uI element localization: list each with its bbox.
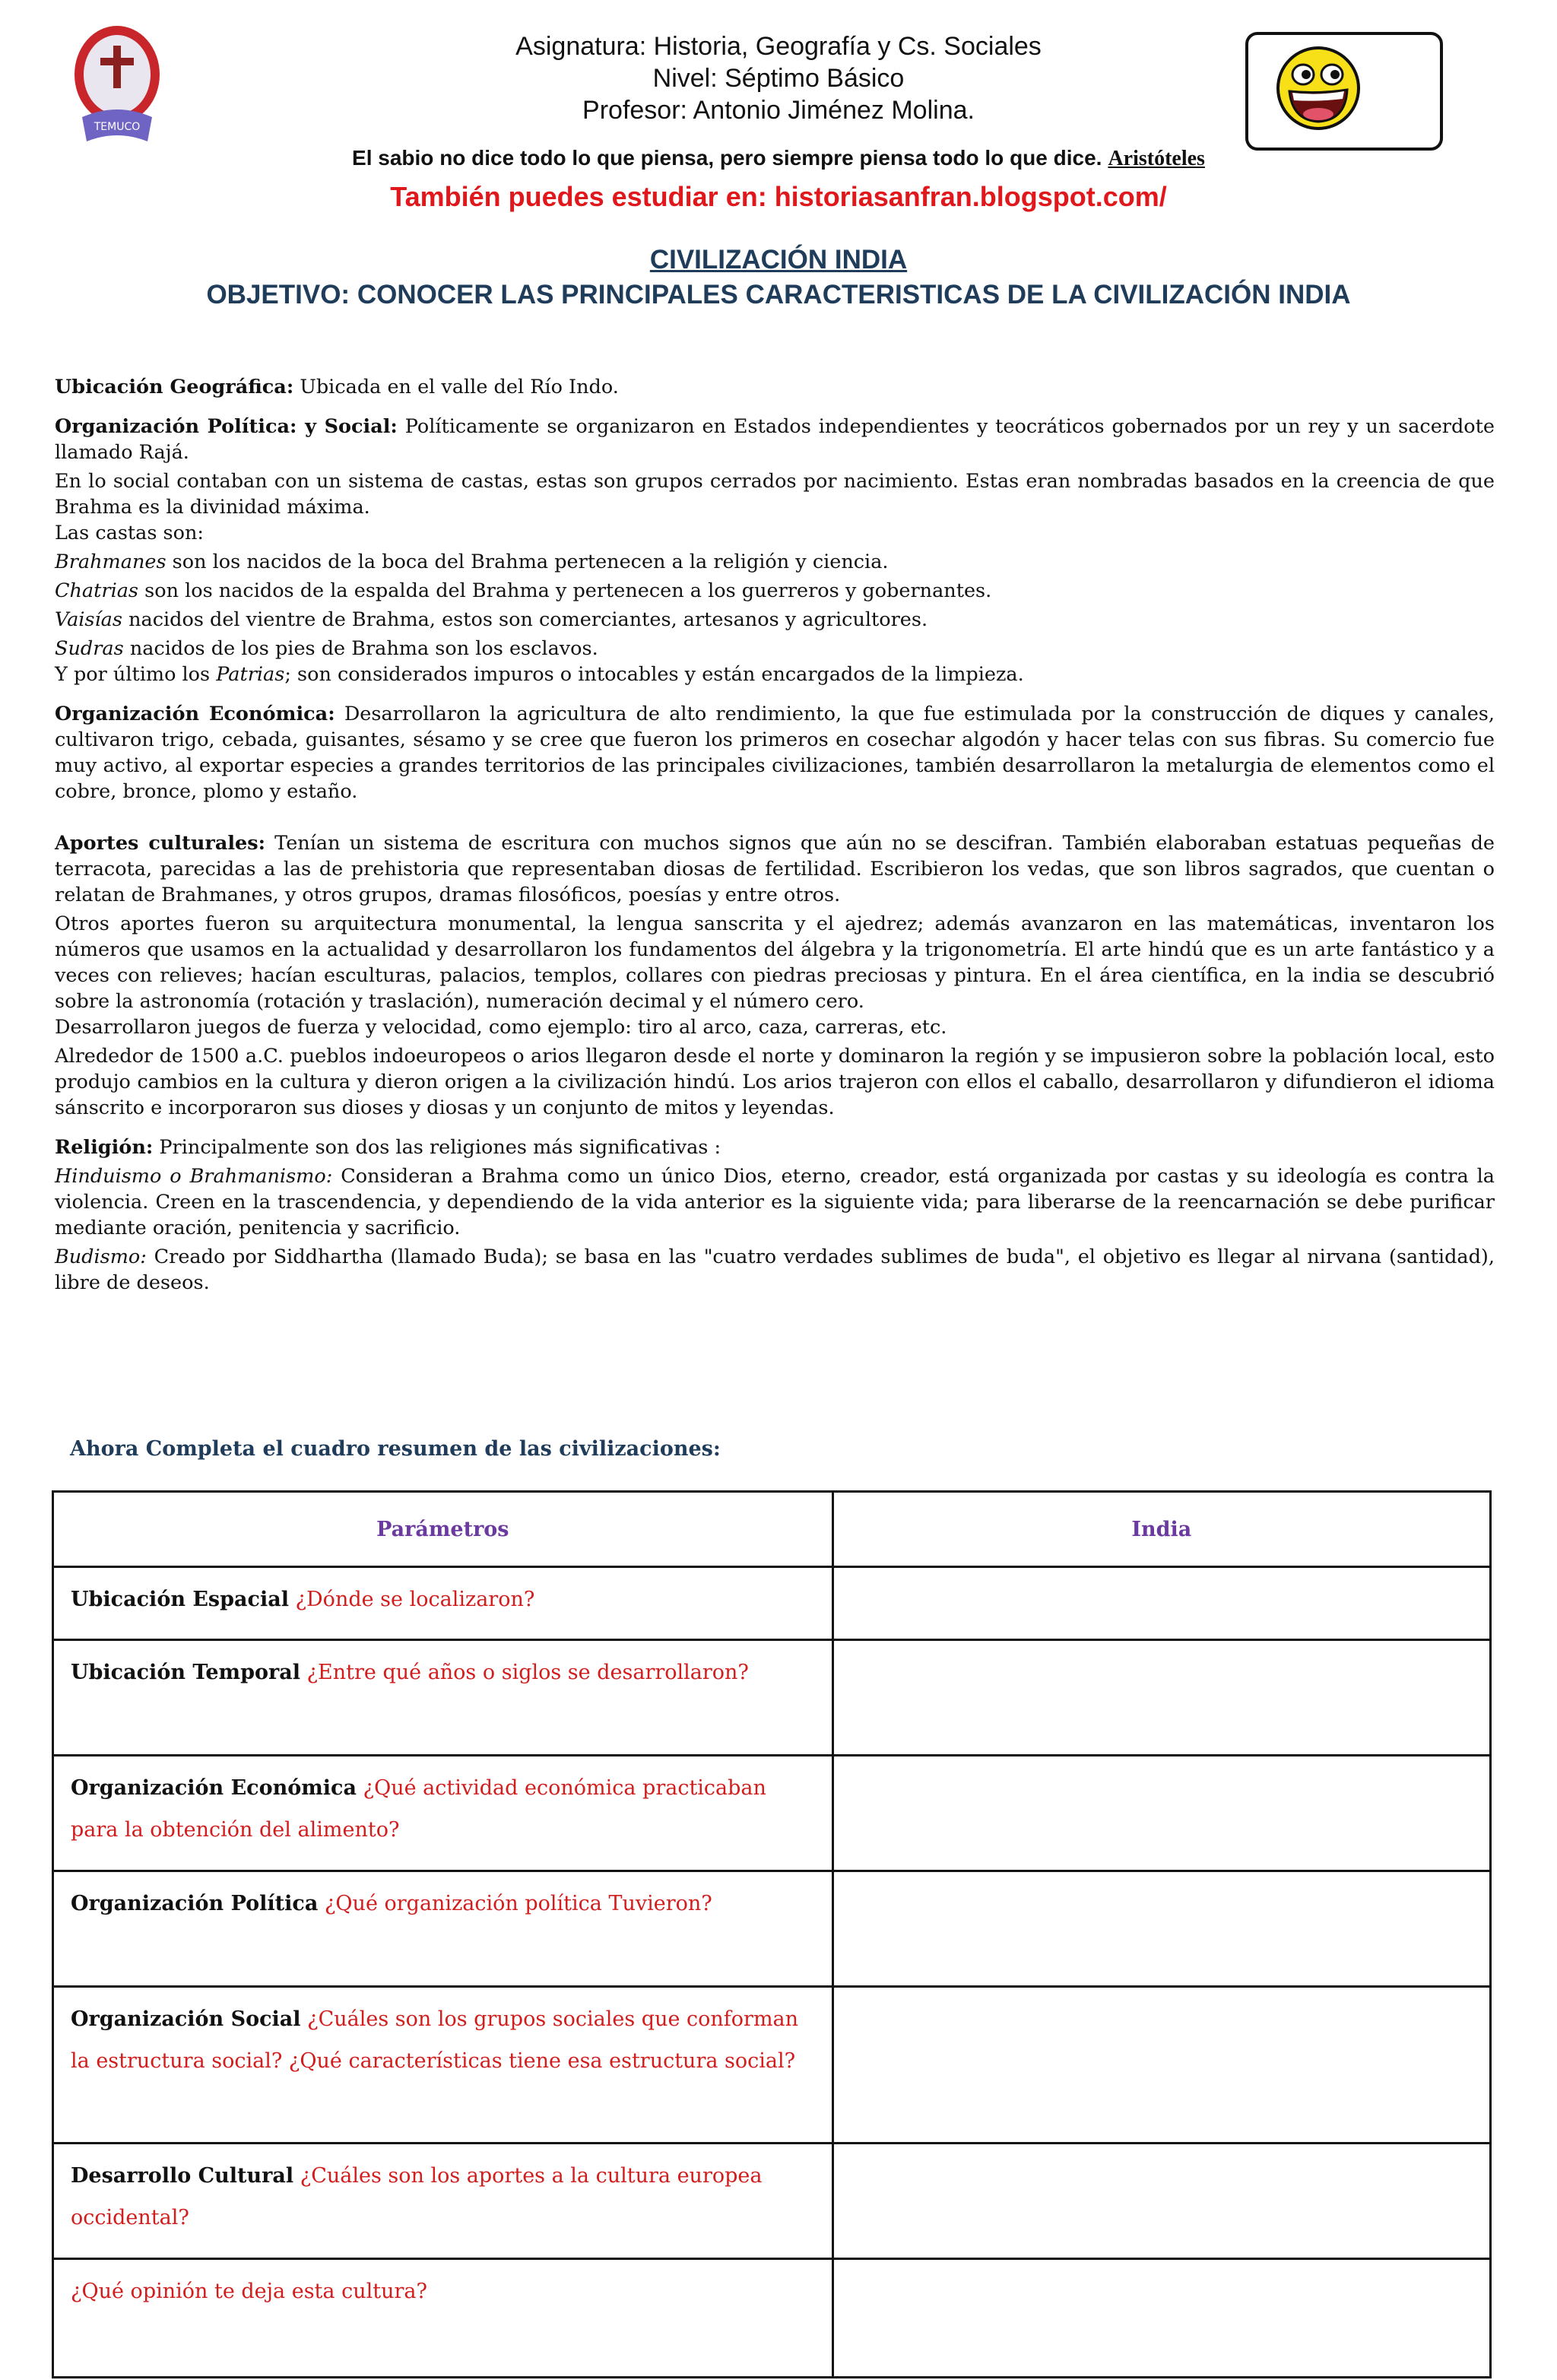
- also-study-link[interactable]: También puedes estudiar en: historiasanfran.blogspot.com/: [390, 181, 1167, 212]
- table-row: Desarrollo Cultural ¿Cuáles son los aportes a la cultura europea occidental?: [53, 2144, 1491, 2259]
- political-paragraph: Organización Política: y Social: Políticamente se organizaron en Estados independientes y teocráticos gobernados por un rey y un sacerdote llamado Rajá.: [55, 415, 1495, 464]
- answer-cell[interactable]: [832, 1871, 1490, 1987]
- page-title: CIVILIZACIÓN INDIA: [649, 245, 908, 274]
- caste-item: Y por último los Patrias; son considerados impuros o intocables y están encargados de la limpieza.: [55, 663, 1024, 686]
- table-row: Organización Económica ¿Qué actividad económica practicaban para la obtención del alimento?: [53, 1756, 1491, 1871]
- answer-cell[interactable]: [832, 2259, 1490, 2378]
- cultural-paragraph-3: Desarrollaron juegos de fuerza y velocidad, como ejemplo: tiro al arco, caza, carreras, etc.: [55, 1016, 947, 1039]
- cultural-paragraph: Aportes culturales: Tenían un sistema de escritura con muchos signos que aún no se descifran. También elaboraban estatuas pequeñas de terracota, parecidas a las de prehistoria que representaban diosas de fertilidad. Escribieron los vedas, que son libros sagrados, que cuentan o relatan de Brahmanes, y otros grupos, dramas filosóficos, poesías y entre otros.: [55, 832, 1495, 906]
- awesome-face-icon: [1276, 46, 1361, 131]
- cultural-paragraph-2: Otros aportes fueron su arquitectura monumental, la lengua sanscrita y el ajedrez; además avanzaron en las matemáticas, inventaron los números que usamos en la actualidad y desarrollaron los fundamentos del álgebra y la trigonometría. El arte hindú que es un arte fantástico y a veces con relieves; hacían esculturas, palacios, templos, collares con piedras preciosas y pintura. En el área científica, en la india se descubrió sobre la astronomía (rotación y traslación), numeración decimal y el número cero.: [55, 912, 1495, 1013]
- table-row: Ubicación Temporal ¿Entre qué años o siglos se desarrollaron?: [53, 1640, 1491, 1756]
- content-body: [55, 374, 1495, 1296]
- caste-item: Sudras nacidos de los pies de Brahma son los esclavos.: [55, 637, 598, 660]
- answer-cell[interactable]: [832, 1987, 1490, 2144]
- caste-item: Brahmanes son los nacidos de la boca del Brahma pertenecen a la religión y ciencia.: [55, 551, 889, 573]
- summary-table: [52, 1490, 1492, 2378]
- cultural-paragraph-4: Alrededor de 1500 a.C. pueblos indoeuropeos o arios llegaron desde el norte y dominaron la región y se impusieron sobre la población local, esto produjo cambios en la cultura y dieron origen a la civilización hindú. Los arios trajeron con ellos el caballo, desarrollaron y difundieron el idioma sánscrito e incorporaron sus dioses y diosas y un conjunto de mitos y leyendas.: [55, 1045, 1495, 1119]
- caste-item: Chatrias son los nacidos de la espalda del Brahma y pertenecen a los guerreros y gobernantes.: [55, 579, 992, 602]
- quote: [0, 146, 1557, 171]
- answer-cell[interactable]: [832, 2144, 1490, 2259]
- table-header-row: [53, 1492, 1491, 1567]
- castes-intro: Las castas son:: [55, 522, 204, 544]
- level: Nivel: Séptimo Básico: [652, 64, 905, 93]
- economic-paragraph: Organización Económica: Desarrollaron la agricultura de alto rendimiento, la que fue estimulada por la construcción de diques y canales, cultivaron trigo, cebada, guisantes, sésamo y se cree que fueron los primeros en cosechar algodón y hacer telas con sus fibras. Su comercio fue muy activo, al exportar especies a grandes territorios de las principales civilizaciones, también desarrollaron la metalurgia de elementos como el cobre, bronce, plomo y estaño.: [55, 703, 1495, 803]
- table-row: Organización Política ¿Qué organización política Tuvieron?: [53, 1871, 1491, 1987]
- social-paragraph: En lo social contaban con un sistema de castas, estas son grupos cerrados por nacimiento. Estas eran nombradas basados en la creencia de que Brahma es la divinidad máxima.: [55, 470, 1495, 519]
- objective: OBJETIVO: CONOCER LAS PRINCIPALES CARACTERISTICAS DE LA CIVILIZACIÓN INDIA: [206, 280, 1351, 309]
- geo-paragraph: Ubicación Geográfica: Ubicada en el valle del Río Indo.: [55, 376, 619, 398]
- quote-text: El sabio no dice todo lo que piensa, pero siempre piensa todo lo que dice.: [352, 146, 1102, 170]
- caste-item: Vaisías nacidos del vientre de Brahma, estos son comerciantes, artesanos y agricultores.: [55, 608, 928, 631]
- subject: Asignatura: Historia, Geografía y Cs. Sociales: [515, 32, 1042, 61]
- hinduism-paragraph: Hinduismo o Brahmanismo: Consideran a Brahma como un único Dios, eterno, creador, está organizada por castas y su ideología es contra la violencia. Creen en la trascendencia, y dependiendo de la vida anterior es la siguiente vida; para liberarse de la reencarnación se debe purificar mediante oración, penitencia y sacrificio.: [55, 1165, 1495, 1239]
- table-row: Ubicación Espacial ¿Dónde se localizaron?: [53, 1567, 1491, 1640]
- logo-text: TEMUCO: [94, 121, 141, 133]
- header-india: India: [832, 1492, 1490, 1567]
- buddhism-paragraph: Budismo: Creado por Siddhartha (llamado Buda); se basa en las "cuatro verdades sublimes de buda", el objetivo es llegar al nirvana (santidad), libre de deseos.: [55, 1246, 1495, 1294]
- complete-prompt: Ahora Completa el cuadro resumen de las civilizaciones:: [70, 1437, 721, 1461]
- teacher: Profesor: Antonio Jiménez Molina.: [582, 96, 975, 125]
- religion-paragraph: Religión: Principalmente son dos las religiones más significativas :: [55, 1136, 721, 1159]
- quote-author: Aristóteles: [1108, 147, 1205, 170]
- table-row: ¿Qué opinión te deja esta cultura?: [53, 2259, 1491, 2378]
- header-parameters: Parámetros: [53, 1492, 833, 1567]
- answer-cell[interactable]: [832, 1756, 1490, 1871]
- emoji-frame: [1245, 32, 1443, 151]
- answer-cell[interactable]: [832, 1567, 1490, 1640]
- answer-cell[interactable]: [832, 1640, 1490, 1756]
- table-row: Organización Social ¿Cuáles son los grupos sociales que conforman la estructura social? ¿Qué características tiene esa estructura social?: [53, 1987, 1491, 2144]
